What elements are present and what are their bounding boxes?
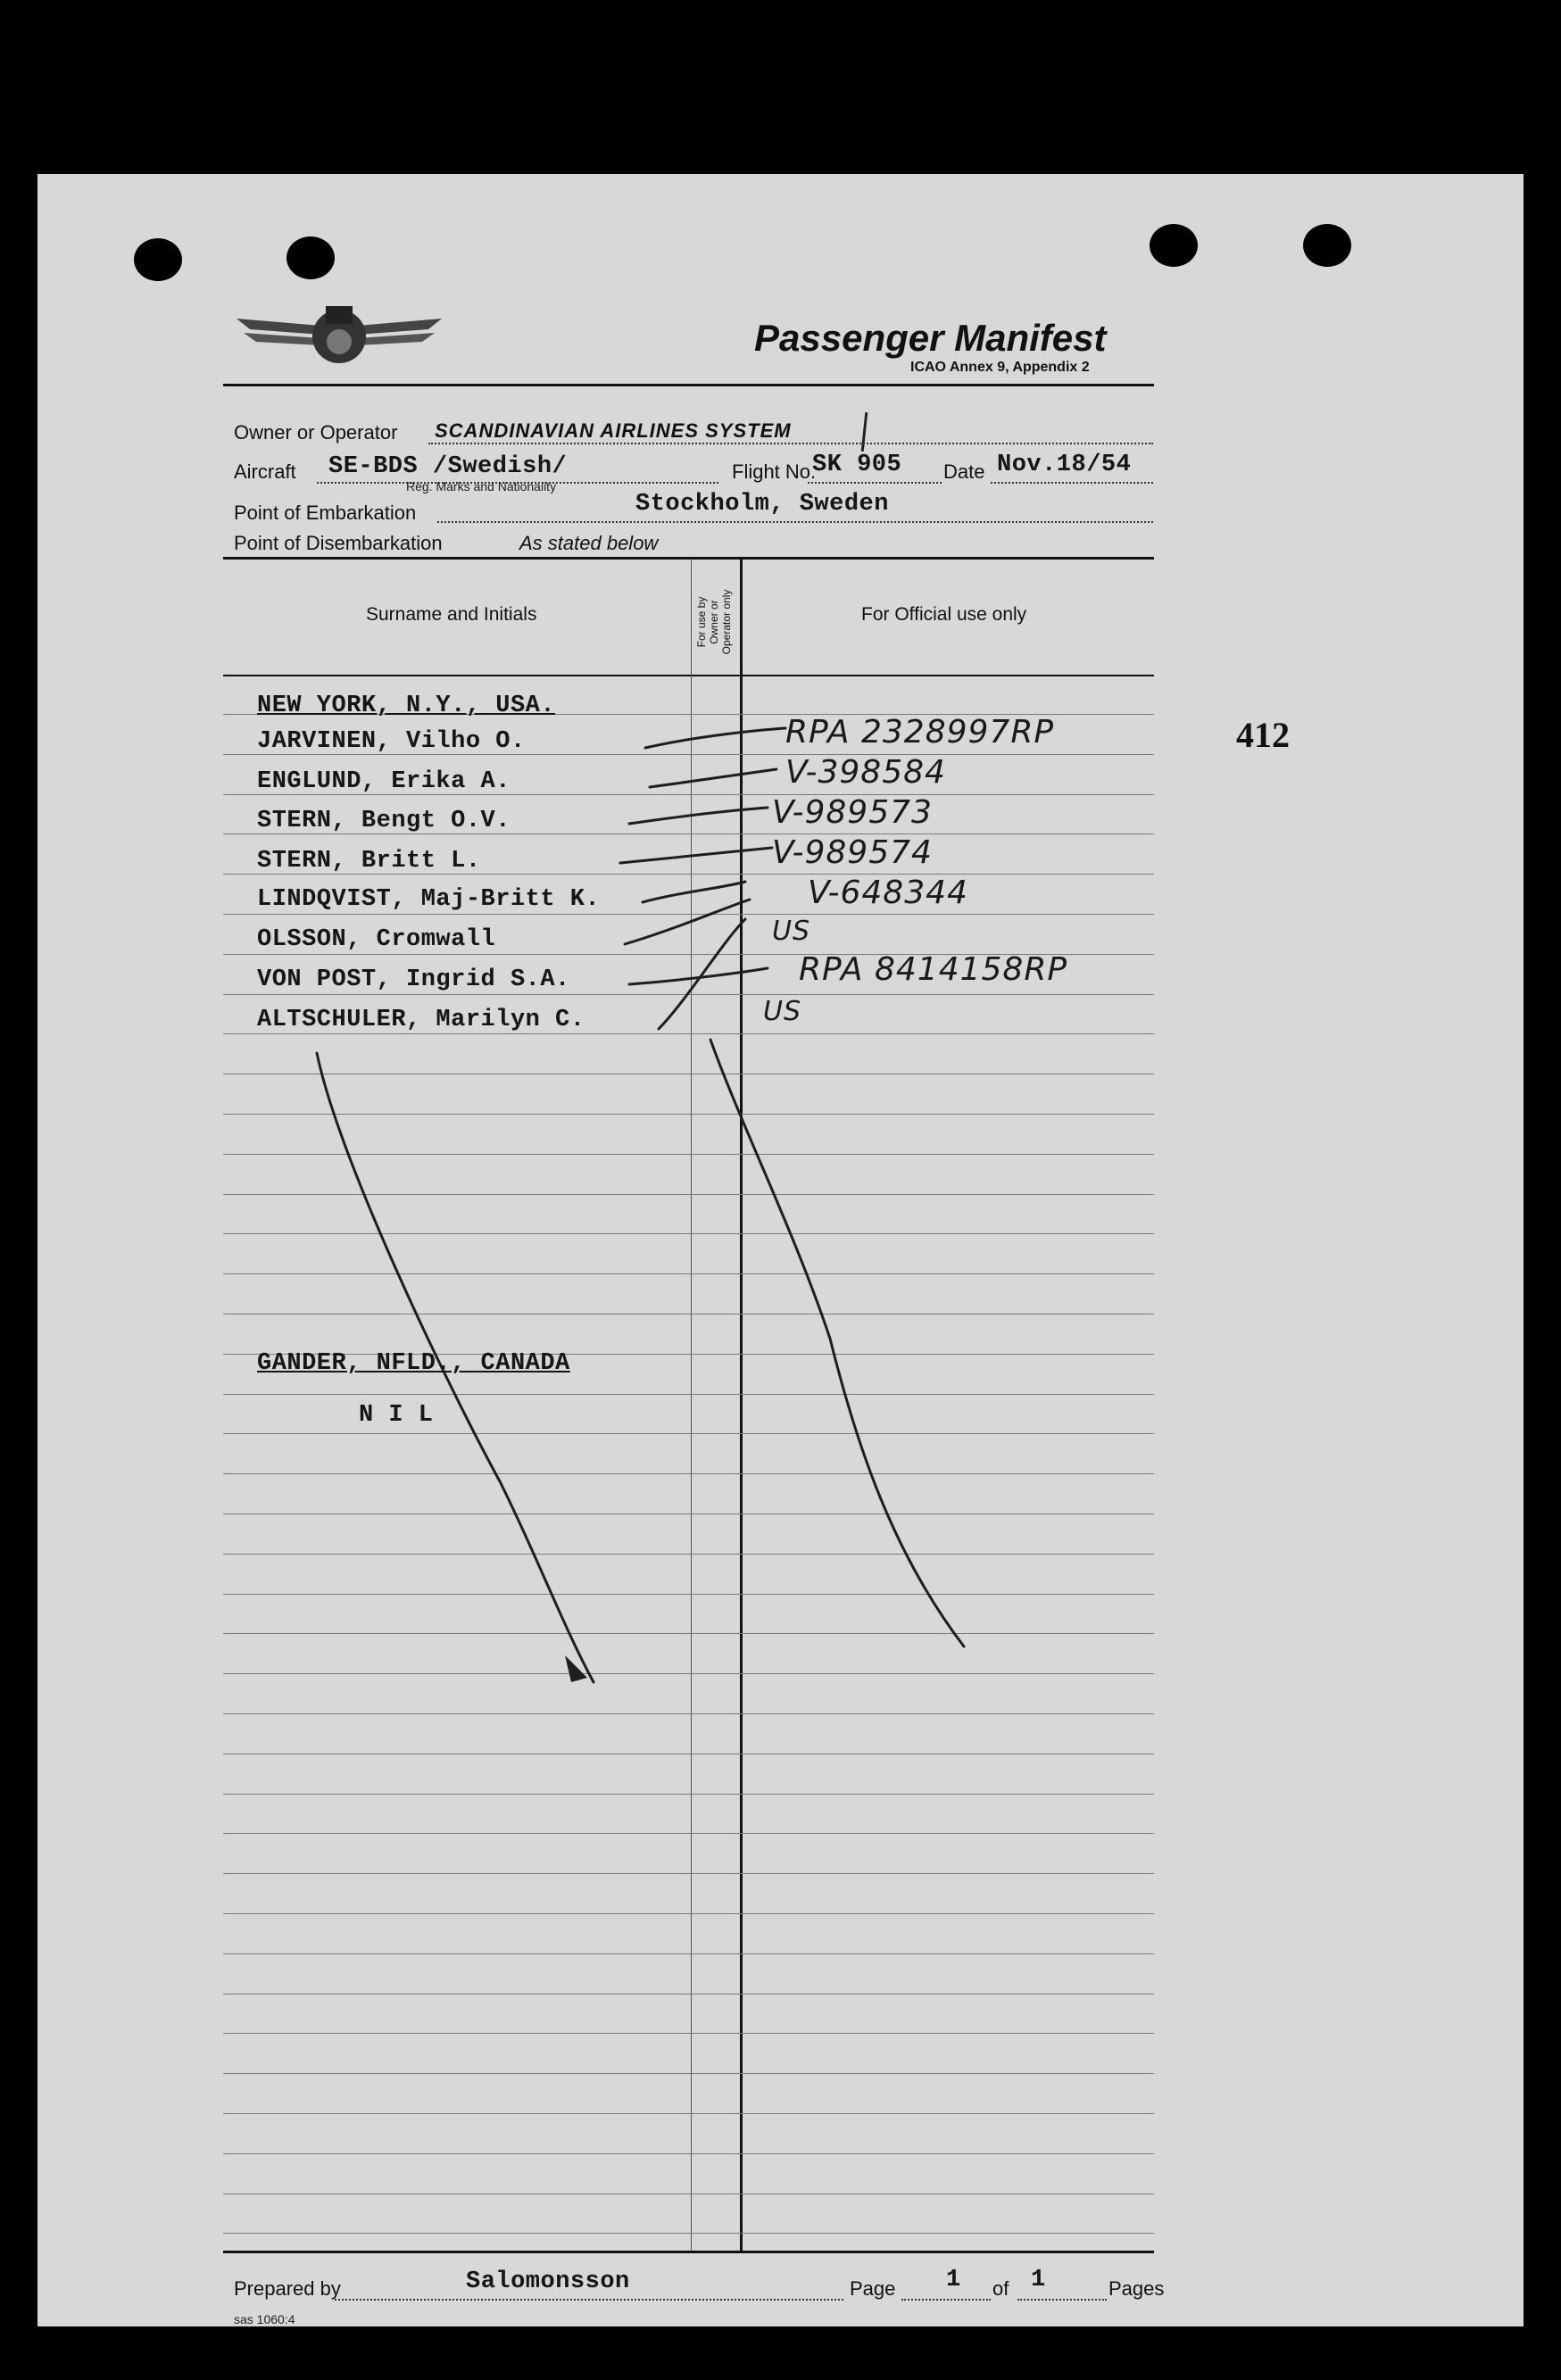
official-column-header: For Official use only: [861, 604, 1027, 625]
gander-nil: N I L: [359, 1402, 434, 1429]
aircraft-label: Aircraft: [234, 460, 296, 483]
prepared-by-value: Salomonsson: [466, 2268, 630, 2295]
date-value: Nov.18/54: [997, 452, 1132, 478]
of-field-line: [1017, 2299, 1107, 2301]
prepared-by-line: [335, 2299, 843, 2301]
embarkation-value: Stockholm, Sweden: [635, 491, 889, 518]
owner-label: Owner or Operator: [234, 421, 398, 444]
owner-use-line-1: For use by: [695, 596, 708, 648]
official-entry: US: [772, 916, 811, 947]
surname-column-header: Surname and Initials: [366, 604, 537, 625]
passenger-name: VON POST, Ingrid S.A.: [257, 966, 570, 993]
passenger-name: STERN, Britt L.: [257, 848, 481, 875]
official-entry: V-648344: [808, 875, 968, 911]
official-entry: US: [763, 996, 802, 1027]
form-code: sas 1060:4: [234, 2312, 295, 2326]
owner-value: SCANDINAVIAN AIRLINES SYSTEM: [435, 419, 792, 442]
of-value: 1: [1031, 2267, 1046, 2293]
official-entry: RPA 2328997RP: [785, 714, 1055, 750]
form-subtitle: ICAO Annex 9, Appendix 2: [910, 360, 1090, 375]
reg-marks-note: Reg. Marks and Nationality: [406, 479, 557, 493]
destination-gander: GANDER, NFLD., CANADA: [257, 1350, 570, 1377]
page-label: Page: [850, 2277, 896, 2300]
date-label: Date: [943, 460, 985, 483]
flight-value: SK 905: [812, 452, 902, 478]
archive-page-number: 412: [1236, 715, 1290, 755]
official-entry: V-989574: [772, 834, 933, 871]
page-field-line: [901, 2299, 991, 2301]
disembarkation-value: As stated below: [519, 532, 659, 554]
passenger-name: ALTSCHULER, Marilyn C.: [257, 1007, 585, 1033]
prepared-by-label: Prepared by: [234, 2277, 341, 2300]
of-label: of: [992, 2277, 1009, 2300]
passenger-name: LINDQVIST, Maj-Britt K.: [257, 886, 601, 913]
official-entry: V-989573: [772, 794, 933, 831]
passenger-name: OLSSON, Cromwall: [257, 926, 496, 953]
flight-label: Flight No.: [732, 460, 817, 483]
passenger-name: JARVINEN, Vilho O.: [257, 728, 526, 755]
pages-label: Pages: [1108, 2277, 1165, 2300]
destination-new-york: NEW YORK, N.Y., USA.: [257, 692, 556, 719]
passenger-name: ENGLUND, Erika A.: [257, 768, 511, 795]
official-entry: V-398584: [785, 754, 946, 791]
aircraft-value: SE-BDS /Swedish/: [328, 453, 568, 480]
embarkation-label: Point of Embarkation: [234, 502, 417, 524]
official-entry: RPA 8414158RP: [799, 951, 1068, 988]
page-value: 1: [946, 2267, 961, 2293]
form-title: Passenger Manifest: [754, 317, 1107, 359]
owner-use-line-2: Owner or: [708, 600, 720, 644]
owner-use-line-3: Operator only: [720, 589, 733, 655]
passenger-name: STERN, Bengt O.V.: [257, 808, 511, 834]
disembarkation-label: Point of Disembarkation: [234, 532, 443, 554]
